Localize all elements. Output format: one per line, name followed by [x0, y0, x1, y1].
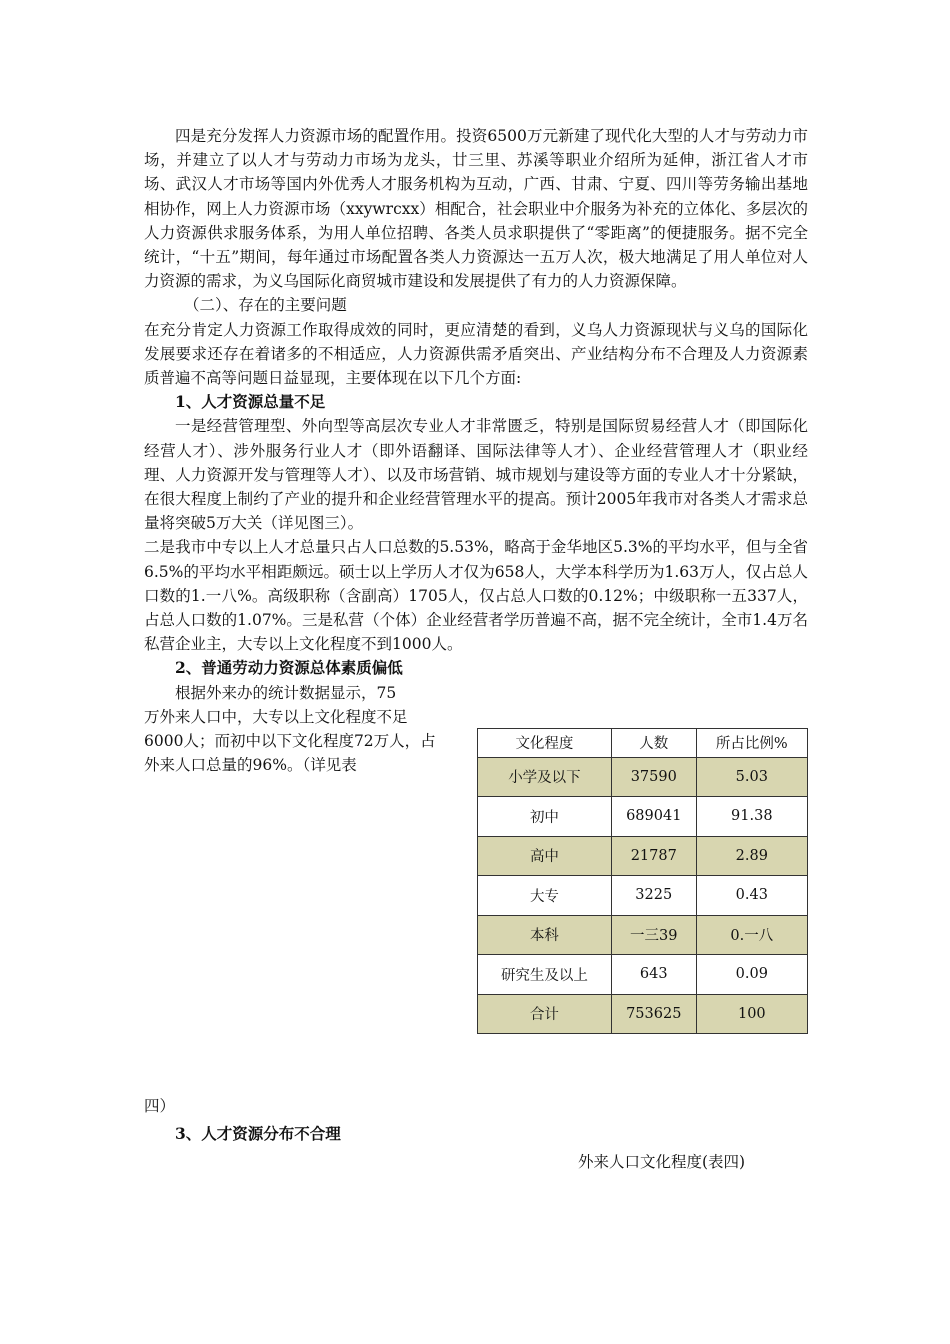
table-cell: 0.43	[696, 876, 807, 916]
paragraph-labor-quality-first: 根据外来办的统计数据显示，75	[175, 683, 397, 702]
table-cell: 一三39	[611, 915, 696, 955]
table-row	[478, 836, 808, 876]
document-body	[144, 124, 808, 1041]
table-cell: 小学及以下	[478, 757, 612, 797]
table-caption: 外来人口文化程度(表四)	[578, 1153, 746, 1171]
table-row	[478, 915, 808, 955]
table-cell: 2.89	[696, 836, 807, 876]
table-cell: 初中	[478, 797, 612, 837]
table-cell: 研究生及以上	[478, 955, 612, 995]
table-cell: 3225	[611, 876, 696, 916]
paragraph-labor-quality-rest: 万外来人口中，大专以上文化程度不足6000人；而初中以下文化程度72万人，占外来人口总量的96%。（详见表	[144, 707, 436, 775]
post-table-text	[144, 1094, 808, 1146]
table-cell: 91.38	[696, 797, 807, 837]
table-cell: 合计	[478, 994, 612, 1034]
labor-quality-section	[144, 681, 808, 1041]
table-cell: 37590	[611, 757, 696, 797]
heading-talent-shortage: 1、人才资源总量不足	[175, 392, 326, 412]
table-row-total	[478, 994, 808, 1034]
table-row	[478, 955, 808, 995]
table-cell: 689041	[611, 797, 696, 837]
heading-labor-quality: 2、普通劳动力资源总体素质偏低	[175, 658, 403, 678]
table-row	[478, 797, 808, 837]
paragraph-market-role: 四是充分发挥人力资源市场的配置作用。投资6500万元新建了现代化大型的人才与劳动力市场，并建立了以人才与劳动力市场为龙头，廿三里、苏溪等职业介绍所为延伸，浙江省人才市场、武汉人才市场等国内外优秀人才服务机构为互动，广西、甘肃、宁夏、四川等劳务输出基地相协作，网上人力资源市场（xxywrcxx）相配合，社会职业中介服务为补充的立体化、多层次的人力资源供求服务体系，为用人单位招聘、各类人员求职提供了“零距离”的便捷服务。据不完全统计，“十五”期间，每年通过市场配置各类人力资源达一五万人次，极大地满足了用人单位对人力资源的需求，为义乌国际化商贸城市建设和发展提供了有力的人力资源保障。	[144, 127, 808, 291]
heading-distribution: 3、人才资源分布不合理	[175, 1124, 341, 1144]
table-row	[478, 757, 808, 797]
section-heading-problems: （二）、存在的主要问题	[184, 296, 347, 315]
table-header-cell: 人数	[611, 728, 696, 757]
table-cell: 大专	[478, 876, 612, 916]
table-header-cell: 文化程度	[478, 728, 612, 757]
table-cell: 5.03	[696, 757, 807, 797]
paragraph-problems-intro: 在充分肯定人力资源工作取得成效的同时，更应清楚的看到，义乌人力资源现状与义乌的国际化发展要求还存在着诸多的不相适应，人力资源供需矛盾突出、产业结构分布不合理及人力资源素质普遍不高等问题日益显现，主要体现在以下几个方面:	[144, 320, 808, 388]
table-cell: 本科	[478, 915, 612, 955]
table-row	[478, 876, 808, 916]
table-cell: 0.一八	[696, 915, 807, 955]
labor-quality-text	[144, 681, 436, 778]
paragraph-labor-quality-tail: 四）	[144, 1097, 176, 1115]
table-cell: 21787	[611, 836, 696, 876]
paragraph-talent-shortage-2: 二是我市中专以上人才总量只占人口总数的5.53%，略高于金华地区5.3%的平均水平，但与全省6.5%的平均水平相距颇远。硕士以上学历人才仅为658人，大学本科学历为1.63万人，仅占总人口数的1.一八%。高级职称（含副高）1705人，仅占总人口数的0.12%；中级职称一五337人，占总人口数的1.07%。三是私营（个体）企业经营者学历普遍不高，据不完全统计，全市1.4万名私营企业主，大专以上文化程度不到1000人。	[144, 538, 808, 654]
table-cell: 643	[611, 955, 696, 995]
table-header-cell: 所占比例%	[696, 728, 807, 757]
table-cell: 高中	[478, 836, 612, 876]
education-level-table	[477, 728, 808, 1035]
table-header-row	[478, 728, 808, 757]
table-cell: 753625	[611, 994, 696, 1034]
table-cell: 100	[696, 994, 807, 1034]
paragraph-talent-shortage-1: 一是经营管理型、外向型等高层次专业人才非常匮乏，特别是国际贸易经营人才（即国际化经营人才）、涉外服务行业人才（即外语翻译、国际法律等人才）、企业经营管理人才（职业经理、人力资源开发与管理等人才）、以及市场营销、城市规划与建设等方面的专业人才十分紧缺，在很大程度上制约了产业的提升和企业经营管理水平的提高。预计2005年我市对各类人才需求总量将突破5万大关（详见图三）。	[144, 417, 808, 533]
table-cell: 0.09	[696, 955, 807, 995]
